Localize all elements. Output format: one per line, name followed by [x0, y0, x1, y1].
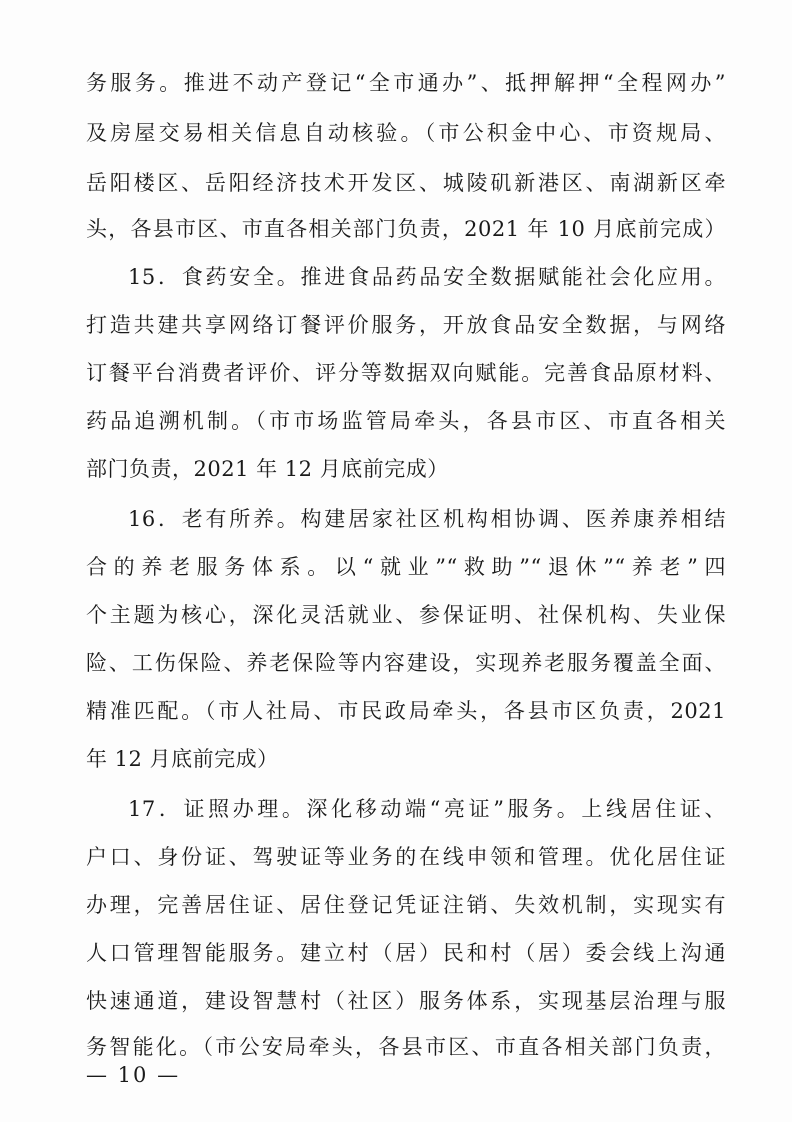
- text-line-2: 及房屋交易相关信息自动核验。（市公积金中心、市资规局、: [86, 121, 726, 145]
- text-line-3: 岳阳楼区、岳阳经济技术开发区、城陵矶新港区、南湖新区牵: [86, 171, 726, 195]
- text-line-11: 合的养老服务体系。以“就业”“救助”“退休”“养老”四: [86, 555, 726, 579]
- text-line-4: 头，各县市区、市直各相关部门负责，2021 年 10 月底前完成）: [86, 217, 726, 241]
- text-line-20: 快速通道，建设智慧村（社区）服务体系，实现基层治理与服: [86, 989, 726, 1013]
- item-17-heading-line: 17．证照办理。深化移动端“亮证”服务。上线居住证、: [128, 797, 726, 821]
- text-line-8: 药品追溯机制。（市市场监管局牵头，各县市区、市直各相关: [86, 409, 726, 433]
- text-line-14: 精准匹配。（市人社局、市民政局牵头，各县市区负责，2021: [86, 699, 726, 723]
- text-line-21: 务智能化。（市公安局牵头，各县市区、市直各相关部门负责，: [86, 1035, 726, 1059]
- text-line-13: 险、工伤保险、养老保险等内容建设，实现养老服务覆盖全面、: [86, 651, 726, 675]
- text-line-1: 务服务。推进不动产登记“全市通办”、抵押解押“全程网办”: [86, 71, 726, 95]
- text-line-18: 办理，完善居住证、居住登记凭证注销、失效机制，实现实有: [86, 893, 726, 917]
- text-line-15: 年 12 月底前完成）: [86, 747, 279, 771]
- text-line-12: 个主题为核心，深化灵活就业、参保证明、社保机构、失业保: [86, 603, 726, 627]
- text-line-19: 人口管理智能服务。建立村（居）民和村（居）委会线上沟通: [86, 941, 726, 965]
- text-line-9: 部门负责，2021 年 12 月底前完成）: [86, 457, 449, 481]
- page-number: — 10 —: [86, 1063, 181, 1087]
- item-15-heading-line: 15．食药安全。推进食品药品安全数据赋能社会化应用。: [128, 265, 726, 289]
- item-16-heading-line: 16．老有所养。构建居家社区机构相协调、医养康养相结: [128, 507, 726, 531]
- text-line-6: 打造共建共享网络订餐评价服务，开放食品安全数据，与网络: [86, 313, 726, 337]
- text-line-7: 订餐平台消费者评价、评分等数据双向赋能。完善食品原材料、: [86, 361, 726, 385]
- text-line-17: 户口、身份证、驾驶证等业务的在线申领和管理。优化居住证: [86, 845, 726, 869]
